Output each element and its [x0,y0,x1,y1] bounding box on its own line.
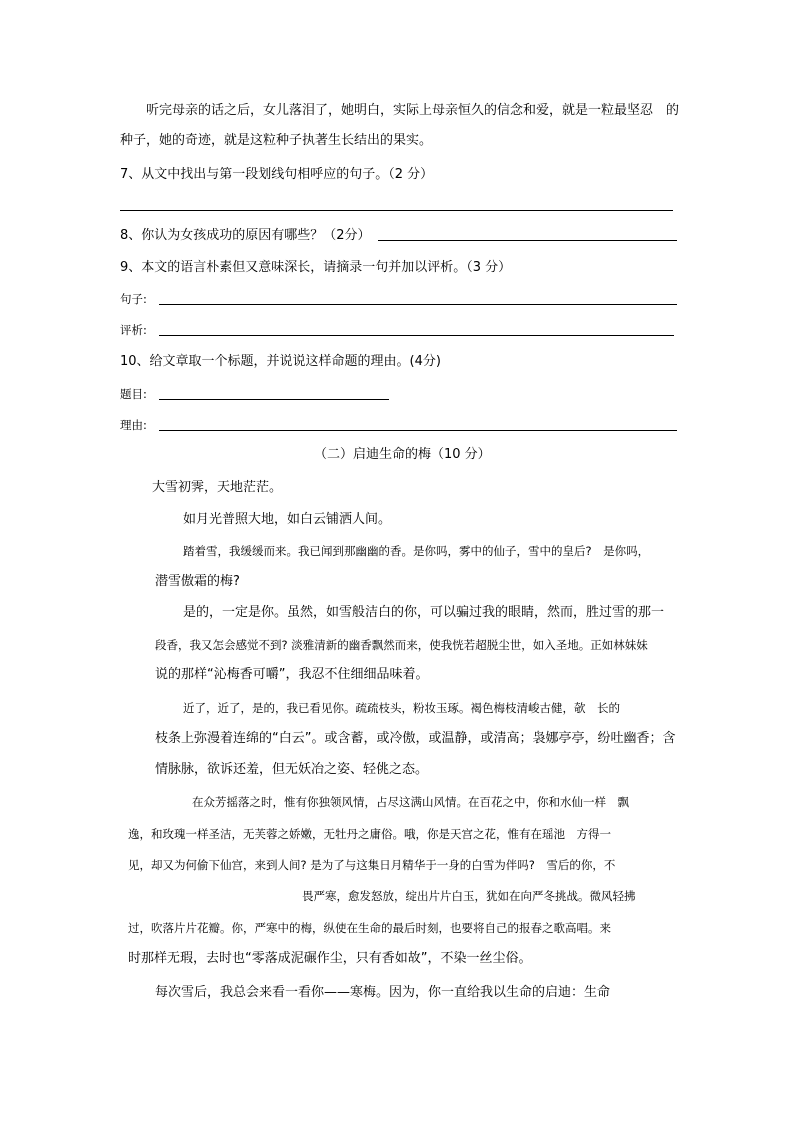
question-7: 7、从文中找出与第一段划线句相呼应的句子。（2 分） [120,167,434,182]
title-label: 题目: [120,387,147,401]
sentence-label: 句子: [120,292,147,306]
paragraph-line: 听完母亲的话之后，女儿落泪了，她明白，实际上母亲恒久的信念和爱，就是一粒最坚忍 的 [146,103,680,118]
paragraph-line: 大雪初霁，天地茫茫。 [152,480,283,495]
paragraph-line: 近了，近了，是的，我已看见你。疏疏枝头，粉妆玉琢。褐色梅枝清峻古健，欹 长的 [183,701,620,715]
paragraph-line: 时那样无瑕，去时也“零落成泥碾作尘，只有香如故”，不染一丝尘俗。 [128,951,532,966]
comment-label: 评析: [120,323,147,337]
answer-line-q7[interactable] [120,210,673,211]
answer-line-comment[interactable] [159,335,674,336]
reason-label: 理由: [120,418,147,432]
paragraph-line: 过，吹落片片花瓣。你，严寒中的梅，纵使在生命的最后时刻，也要将自己的报春之歌高唱。来 [128,921,611,935]
paragraph-line: 段香，我又怎会感觉不到? 淡雅清新的幽香飘然而来，使我恍若超脱尘世，如入圣地。正如林妹妹 [155,638,648,652]
paragraph-line: 枝条上弥漫着连绵的“白云”。或含蓄，或冷傲，或温静，或清高；袅娜亭亭，纷吐幽香；含 [155,731,676,746]
paragraph-line: 畏严寒，愈发怒放，绽出片片白玉，犹如在向严冬挑战。微风轻拂 [302,889,636,903]
answer-line-reason[interactable] [159,430,677,431]
answer-line-sentence[interactable] [159,304,677,305]
paragraph-line: 逸，和玫瑰一样圣洁，无芙蓉之娇嫩，无牡丹之庸俗。哦，你是天宫之花，惟有在瑶池 方得一 [128,827,611,841]
question-10: 10、给文章取一个标题，并说说这样命题的理由。(4分) [120,354,441,369]
paragraph-line: 潜雪傲霜的梅? [155,574,240,589]
paragraph-line: 种子，她的奇迹，就是这粒种子执著生长结出的果实。 [120,133,433,148]
section-heading: （二）启迪生命的梅（10 分） [314,447,491,462]
paragraph-line: 踏着雪，我缓缓而来。我已闻到那幽幽的香。是你吗，雾中的仙子，雪中的皇后? 是你吗， [183,544,650,558]
paragraph-line: 见，却又为何偷下仙宫，来到人间? 是为了与这集日月精华于一身的白雪为伴吗? 雪后的你，不 [128,858,616,872]
answer-line-title[interactable] [159,399,389,400]
paragraph-line: 说的那样“沁梅香可嚼”，我忍不住细细品味着。 [155,667,429,682]
paragraph-line: 情脉脉，欲诉还羞，但无妖冶之姿、轻佻之态。 [155,762,429,777]
question-9: 9、本文的语言朴素但又意味深长，请摘录一句并加以评析。（3 分） [120,260,512,275]
paragraph-line: 如月光普照大地，如白云铺洒人间。 [183,512,392,527]
paragraph-line: 在众芳摇落之时，惟有你独领风情，占尽这满山风情。在百花之中，你和水仙一样 飘 [192,795,629,809]
paragraph-line: 是的，一定是你。虽然，如雪般洁白的你，可以骗过我的眼睛，然而，胜过雪的那一 [183,605,665,620]
paragraph-line: 每次雪后，我总会来看一看你——寒梅。因为，你一直给我以生命的启迪：生命 [155,985,611,1000]
question-8: 8、你认为女孩成功的原因有哪些？（2分） [120,228,371,243]
answer-line-q8[interactable] [378,240,677,241]
